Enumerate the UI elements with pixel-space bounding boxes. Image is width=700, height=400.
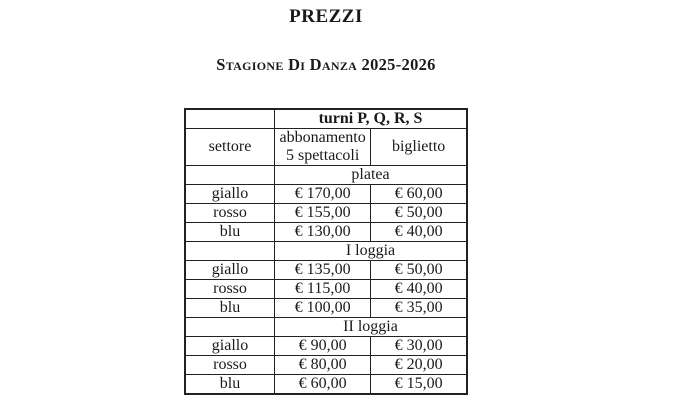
column-header-biglietto: biglietto [371,129,467,166]
cell-abbonamento: € 170,00 [275,185,371,204]
table-row-column-headers [185,129,467,166]
table-row [185,337,467,356]
column-header-abbonamento [275,129,371,166]
table-row [185,223,467,242]
cell-settore: rosso [185,280,275,299]
cell-biglietto: € 15,00 [371,375,467,395]
abbonamento-line2: 5 spettacoli [285,147,360,164]
table-row [185,204,467,223]
table-row [185,356,467,375]
cell-settore: giallo [185,337,275,356]
cell-biglietto: € 40,00 [371,223,467,242]
cell-abbonamento: € 155,00 [275,204,371,223]
table-row-turni-header [185,109,467,129]
cell-abbonamento: € 80,00 [275,356,371,375]
section-header-row [185,318,467,337]
page-title: PREZZI [289,6,363,27]
table-row [185,185,467,204]
section-header-i-loggia: I loggia [275,242,468,261]
cell-biglietto: € 20,00 [371,356,467,375]
cell-biglietto: € 40,00 [371,280,467,299]
cell-settore: giallo [185,185,275,204]
cell-biglietto: € 35,00 [371,299,467,318]
empty-cell [185,109,275,129]
page-subtitle: Stagione Di Danza 2025-2026 [216,55,436,74]
section-header-row [185,166,467,185]
abbonamento-line1: abbonamento [279,129,366,146]
table-row [185,375,467,395]
turni-header-cell: turni P, Q, R, S [275,109,468,129]
cell-abbonamento: € 115,00 [275,280,371,299]
document-content [0,6,652,395]
cell-abbonamento: € 60,00 [275,375,371,395]
cell-settore: rosso [185,204,275,223]
cell-biglietto: € 50,00 [371,204,467,223]
section-header-platea: platea [275,166,468,185]
cell-abbonamento: € 90,00 [275,337,371,356]
table-row [185,261,467,280]
column-header-settore: settore [185,129,275,166]
cell-abbonamento: € 130,00 [275,223,371,242]
empty-cell [185,318,275,337]
cell-settore: rosso [185,356,275,375]
table-row [185,280,467,299]
cell-settore: blu [185,299,275,318]
table-row [185,299,467,318]
prices-table [184,108,468,395]
cell-biglietto: € 30,00 [371,337,467,356]
empty-cell [185,166,275,185]
cell-abbonamento: € 135,00 [275,261,371,280]
section-header-row [185,242,467,261]
cell-abbonamento: € 100,00 [275,299,371,318]
cell-biglietto: € 60,00 [371,185,467,204]
cell-biglietto: € 50,00 [371,261,467,280]
empty-cell [185,242,275,261]
cell-settore: blu [185,223,275,242]
cell-settore: giallo [185,261,275,280]
cell-settore: blu [185,375,275,395]
section-header-ii-loggia: II loggia [275,318,468,337]
